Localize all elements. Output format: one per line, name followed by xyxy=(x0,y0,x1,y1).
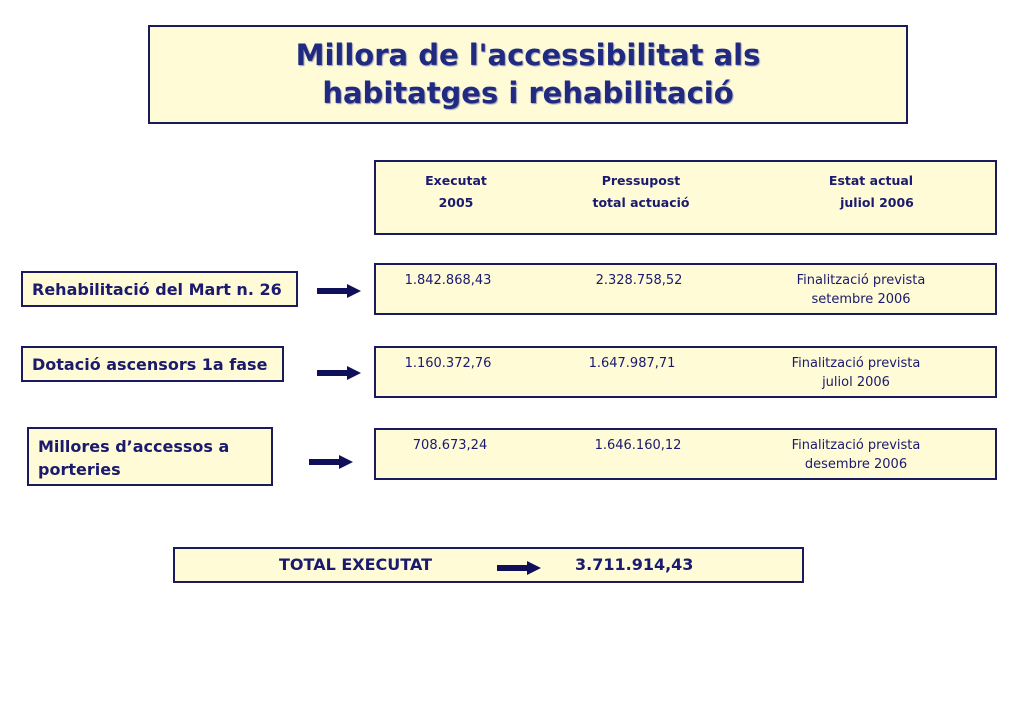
cell-estat-line-1: Finalització prevista xyxy=(796,273,926,288)
table-row xyxy=(374,346,997,398)
header-pressupost xyxy=(571,171,711,212)
header-estat-line-2: juliol 2006 xyxy=(840,195,914,210)
arrow-right-icon xyxy=(309,455,353,469)
cell-estat xyxy=(771,436,941,474)
cell-estat-line-1: Finalització prevista xyxy=(791,438,921,453)
page-title-line-1: Millora de l'accessibilitat als xyxy=(295,38,761,72)
arrow-right-icon xyxy=(317,284,361,298)
column-header-box xyxy=(374,160,997,235)
cell-estat xyxy=(771,354,941,392)
table-row xyxy=(374,428,997,480)
cell-estat xyxy=(776,271,946,309)
title-box xyxy=(148,25,908,124)
cell-pressupost: 1.647.987,71 xyxy=(588,356,676,371)
page-title-line-2: habitatges i rehabilitació xyxy=(322,76,734,110)
header-estat xyxy=(801,171,941,212)
arrow-right-icon xyxy=(497,561,541,575)
total-label: TOTAL EXECUTAT xyxy=(279,555,432,574)
row-label-ascensors: Dotació ascensors 1a fase xyxy=(21,346,284,382)
cell-estat-line-2: juliol 2006 xyxy=(822,375,890,390)
table-row xyxy=(374,263,997,315)
total-box xyxy=(173,547,804,583)
cell-pressupost: 2.328.758,52 xyxy=(595,273,683,288)
cell-pressupost: 1.646.160,12 xyxy=(594,438,682,453)
cell-estat-line-1: Finalització prevista xyxy=(791,356,921,371)
cell-executat: 708.673,24 xyxy=(412,438,488,453)
row-label-accessos-line-2: porteries xyxy=(38,460,121,479)
row-label-accessos xyxy=(27,427,273,486)
cell-executat: 1.160.372,76 xyxy=(404,356,492,371)
header-estat-line-1: Estat actual xyxy=(828,173,914,188)
header-executat xyxy=(406,171,506,212)
total-value: 3.711.914,43 xyxy=(575,555,694,574)
row-label-accessos-line-1: Millores d’accessos a xyxy=(38,437,230,456)
header-executat-line-1: Executat xyxy=(425,173,487,188)
arrow-right-icon xyxy=(317,366,361,380)
cell-executat: 1.842.868,43 xyxy=(404,273,492,288)
cell-estat-line-2: desembre 2006 xyxy=(804,457,908,472)
header-pressupost-line-2: total actuació xyxy=(592,195,690,210)
header-pressupost-line-1: Pressupost xyxy=(601,173,681,188)
cell-estat-line-2: setembre 2006 xyxy=(811,292,911,307)
header-executat-line-2: 2005 xyxy=(438,195,474,210)
row-label-rehabilitacio: Rehabilitació del Mart n. 26 xyxy=(21,271,298,307)
